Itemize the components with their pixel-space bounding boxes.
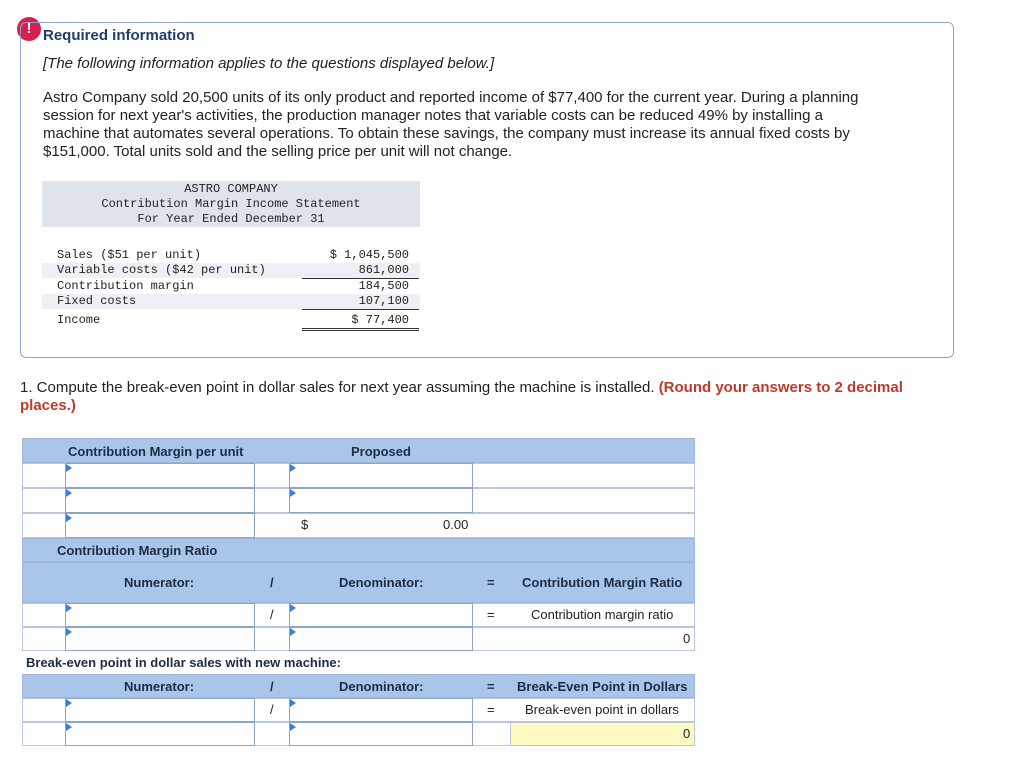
equals-sign: =	[487, 607, 495, 622]
cm-item-input-3[interactable]	[65, 513, 255, 538]
breakeven-equals-header: =	[487, 679, 495, 694]
breakeven-result-value: 0	[683, 726, 691, 741]
breakeven-result-cell	[510, 722, 695, 746]
cm-header-label: Contribution Margin per unit	[68, 444, 244, 459]
breakeven-numerator-input-1[interactable]	[65, 698, 255, 722]
statement-row-fixed-costs	[42, 294, 420, 309]
breakeven-result-header: Break-Even Point in Dollars	[517, 679, 688, 694]
statement-label: Sales ($51 per unit)	[57, 248, 202, 262]
cm-proposed-input-2[interactable]	[289, 488, 473, 513]
income-statement	[42, 181, 420, 327]
statement-amount: $ 1,045,500	[329, 248, 409, 262]
cm-ratio-numerator-input-1[interactable]	[65, 603, 255, 627]
statement-row-variable-costs	[42, 263, 420, 278]
proposed-header: Proposed	[351, 444, 411, 459]
statement-amount: 107,100	[358, 294, 409, 308]
breakeven-numerator-header: Numerator:	[124, 679, 195, 694]
question-rounding-note: (Round your answers to 2 decimal places.)	[20, 379, 903, 414]
breakeven-denominator-input-1[interactable]	[289, 698, 473, 722]
cm-ratio-result-label: Contribution margin ratio	[531, 607, 674, 622]
cm-ratio-divide-header: /	[270, 575, 274, 590]
statement-row-contribution-margin	[42, 279, 420, 294]
statement-double-rule	[302, 328, 419, 329]
cm-ratio-result-header: Contribution Margin Ratio	[522, 575, 683, 590]
divide-sign: /	[270, 702, 274, 717]
breakeven-denominator-header: Denominator:	[339, 679, 424, 694]
question-prompt: 1. Compute the break-even point in dollar sales for next year assuming the machine is installed.	[20, 379, 655, 396]
cm-item-input-2[interactable]	[65, 488, 255, 513]
dollar-sign: $	[301, 517, 309, 532]
statement-label: Fixed costs	[57, 294, 137, 308]
statement-label: Income	[57, 313, 101, 327]
cm-item-input-1[interactable]	[65, 463, 255, 488]
statement-label: Variable costs ($42 per unit)	[57, 263, 266, 277]
cm-ratio-section-label: Contribution Margin Ratio	[57, 543, 218, 558]
statement-amount: 861,000	[358, 263, 409, 277]
alert-icon: !	[17, 17, 41, 41]
cm-ratio-denominator-header: Denominator:	[339, 575, 424, 590]
cm-total-value: 0.00	[443, 517, 469, 532]
equals-sign: =	[487, 702, 495, 717]
info-subtitle: [The following information applies to the questions displayed below.]	[43, 55, 495, 72]
divide-sign: /	[270, 607, 274, 622]
statement-double-rule	[302, 330, 419, 331]
statement-row-income	[42, 313, 420, 328]
statement-period: For Year Ended December 31	[137, 212, 325, 226]
breakeven-result-label: Break-even point in dollars	[525, 702, 679, 717]
info-paragraph: Astro Company sold 20,500 units of its only product and reported income of $77,400 for the current year. During a planning session for next year's activities, the production manager notes that variable costs can be reduced 49% by installing a machine that automates several operations. To obtain these savings, the company must increase its annual fixed costs by $151,000. Total units sold and the selling price per unit will not change.	[43, 89, 859, 160]
statement-title: Contribution Margin Income Statement	[101, 197, 361, 211]
cm-ratio-numerator-header: Numerator:	[124, 575, 195, 590]
cm-ratio-equals-header: =	[487, 575, 495, 590]
statement-header	[42, 181, 420, 227]
statement-rule	[302, 309, 419, 310]
cm-proposed-input-1[interactable]	[289, 463, 473, 488]
breakeven-section-label: Break-even point in dollar sales with new machine:	[26, 655, 341, 670]
cm-ratio-denominator-input-1[interactable]	[289, 603, 473, 627]
statement-label: Contribution margin	[57, 279, 194, 293]
statement-row-sales	[42, 248, 420, 263]
statement-company: ASTRO COMPANY	[184, 182, 278, 196]
cm-ratio-numerator-input-2[interactable]	[65, 627, 255, 651]
breakeven-divide-header: /	[270, 679, 274, 694]
statement-amount: $ 77,400	[351, 313, 409, 327]
info-title: Required information	[43, 27, 195, 44]
cm-ratio-denominator-input-2[interactable]	[289, 627, 473, 651]
statement-amount: 184,500	[358, 279, 409, 293]
cm-ratio-result-value: 0	[683, 631, 691, 646]
breakeven-numerator-input-2[interactable]	[65, 722, 255, 746]
breakeven-denominator-input-2[interactable]	[289, 722, 473, 746]
question-text	[20, 379, 950, 415]
